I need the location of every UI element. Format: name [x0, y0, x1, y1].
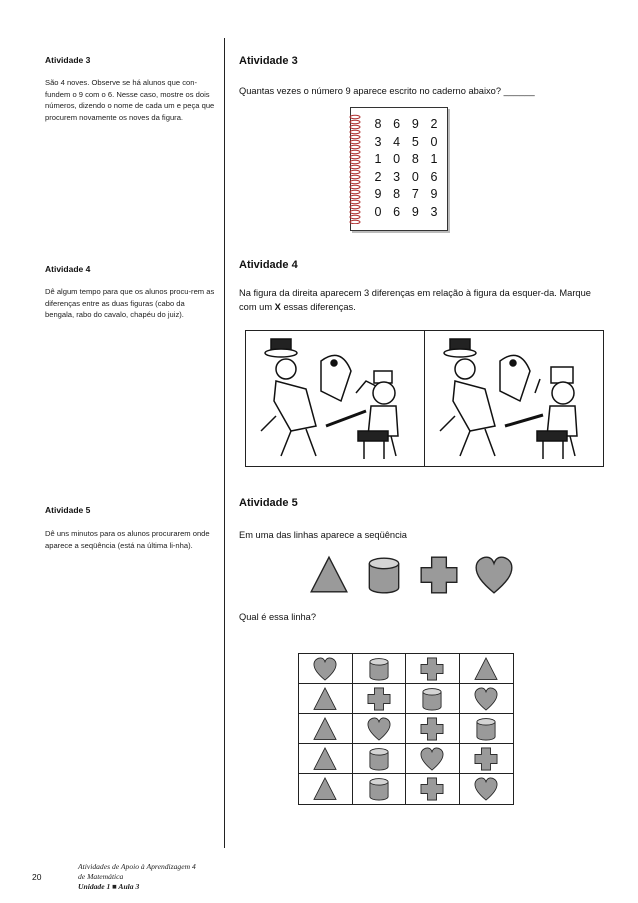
grid-cell [299, 654, 353, 684]
digit: 3 [430, 204, 438, 219]
digit: 3 [374, 134, 382, 149]
a5-text: Em uma das linhas aparece a seqüência [239, 530, 407, 540]
a4-text-before: Na figura da direita aparecem 3 diferenças em relação à figura da esquer-da. Marque com um [239, 288, 591, 312]
grid-cell [460, 684, 514, 714]
digit: 1 [430, 152, 438, 166]
grid-cell [460, 654, 514, 684]
digit: 0 [430, 134, 438, 149]
footer-line-3: Unidade 1 ■ Aula 3 [78, 882, 140, 891]
side-a4-text: Dê algum tempo para que os alunos procu-rem as diferenças entre as duas figuras (cabo da bengala, rabo do cavalo, chapéu do juiz). [45, 287, 215, 319]
triangle-icon [311, 557, 347, 592]
cross-icon [419, 716, 445, 742]
heart-icon [312, 656, 338, 682]
a4-text-after: essas diferenças. [280, 302, 356, 312]
digit: 9 [430, 187, 438, 201]
a5-question: Qual é essa linha? [239, 612, 317, 622]
digit: 2 [430, 117, 438, 131]
digit-row [369, 134, 443, 152]
left-figure [245, 330, 425, 467]
footer-line-1: Atividades de Apoio à Aprendizagem 4 [78, 862, 196, 871]
side-a5-title: Atividade 5 [45, 505, 91, 515]
footer-line-2: de Matemática [78, 872, 124, 881]
shape-grid [298, 653, 514, 805]
digit: 4 [393, 134, 401, 149]
digit: 1 [374, 152, 382, 166]
cylinder-icon [366, 776, 392, 802]
heart-icon [366, 716, 392, 742]
digit-row [369, 151, 443, 169]
digit: 9 [411, 204, 419, 219]
a5-title: Atividade 5 [239, 497, 298, 509]
heart-icon [419, 746, 445, 772]
cylinder-icon [473, 716, 499, 742]
a4-mark: X [274, 302, 281, 312]
digit: 8 [374, 117, 382, 131]
digit: 7 [411, 187, 419, 201]
heart-icon [473, 776, 499, 802]
grid-cell [406, 684, 460, 714]
cylinder-icon [369, 558, 398, 593]
grid-cell [353, 774, 407, 804]
grid-cell [299, 714, 353, 744]
digit-row [369, 116, 443, 134]
grid-cell [353, 714, 407, 744]
digit: 6 [393, 204, 401, 219]
column-divider [224, 38, 225, 848]
triangle-icon [312, 746, 338, 772]
digit: 5 [411, 134, 419, 149]
a3-question: Quantas vezes o número 9 aparece escrito no caderno abaixo? ______ [239, 86, 535, 96]
digit: 0 [393, 152, 401, 166]
grid-cell [460, 744, 514, 774]
a3-title: Atividade 3 [239, 55, 298, 67]
right-figure [424, 330, 604, 467]
cylinder-icon [419, 686, 445, 712]
grid-cell [460, 714, 514, 744]
spiral-binding-icon [349, 114, 361, 224]
cartoon-illustration-left [246, 331, 424, 466]
cross-icon [473, 746, 499, 772]
cross-icon [419, 656, 445, 682]
side-a5-text: Dê uns minutos para os alunos procurarem onde aparece a seqüência (está na última li-nha). [45, 529, 210, 550]
footer-credit [78, 862, 196, 892]
page-number: 20 [32, 872, 42, 882]
triangle-icon [312, 686, 338, 712]
grid-cell [353, 684, 407, 714]
grid-cell [406, 714, 460, 744]
side-a3-text: São 4 noves. Observe se há alunos que con-fundem o 9 com o 6. Nesse caso, mostre os dois números, dizendo o nome de cada um e peça que procurem novamente os noves da figura. [45, 78, 215, 122]
grid-cell [460, 774, 514, 804]
grid-cell [299, 774, 353, 804]
digit: 9 [374, 187, 382, 201]
heart-icon [473, 686, 499, 712]
a4-title: Atividade 4 [239, 259, 298, 271]
grid-cell [353, 654, 407, 684]
digit: 9 [411, 117, 419, 131]
cross-icon [419, 776, 445, 802]
digit: 6 [393, 117, 401, 131]
grid-cell [406, 744, 460, 774]
a4-text [239, 286, 599, 314]
digit: 8 [393, 187, 401, 201]
grid-cell [299, 744, 353, 774]
digit-row [369, 204, 443, 222]
heart-icon [476, 557, 512, 593]
triangle-icon [312, 716, 338, 742]
digit: 8 [411, 152, 419, 166]
grid-cell [406, 654, 460, 684]
cross-icon [366, 686, 392, 712]
triangle-icon [312, 776, 338, 802]
triangle-icon [473, 656, 499, 682]
side-a3-title: Atividade 3 [45, 55, 91, 65]
grid-cell [353, 744, 407, 774]
digit-row [369, 186, 443, 204]
cylinder-icon [366, 746, 392, 772]
digit: 0 [411, 169, 419, 184]
digit: 2 [374, 169, 382, 184]
cartoon-illustration-right [425, 331, 603, 466]
digit: 3 [393, 169, 401, 184]
target-sequence [300, 550, 515, 600]
cylinder-icon [366, 656, 392, 682]
notebook [350, 107, 448, 231]
grid-cell [406, 774, 460, 804]
digit-row [369, 169, 443, 187]
cross-icon [421, 557, 457, 593]
grid-cell [299, 684, 353, 714]
digit: 0 [374, 204, 382, 219]
digit: 6 [430, 169, 438, 184]
notebook-digits [369, 116, 443, 221]
side-a4-title: Atividade 4 [45, 264, 91, 274]
